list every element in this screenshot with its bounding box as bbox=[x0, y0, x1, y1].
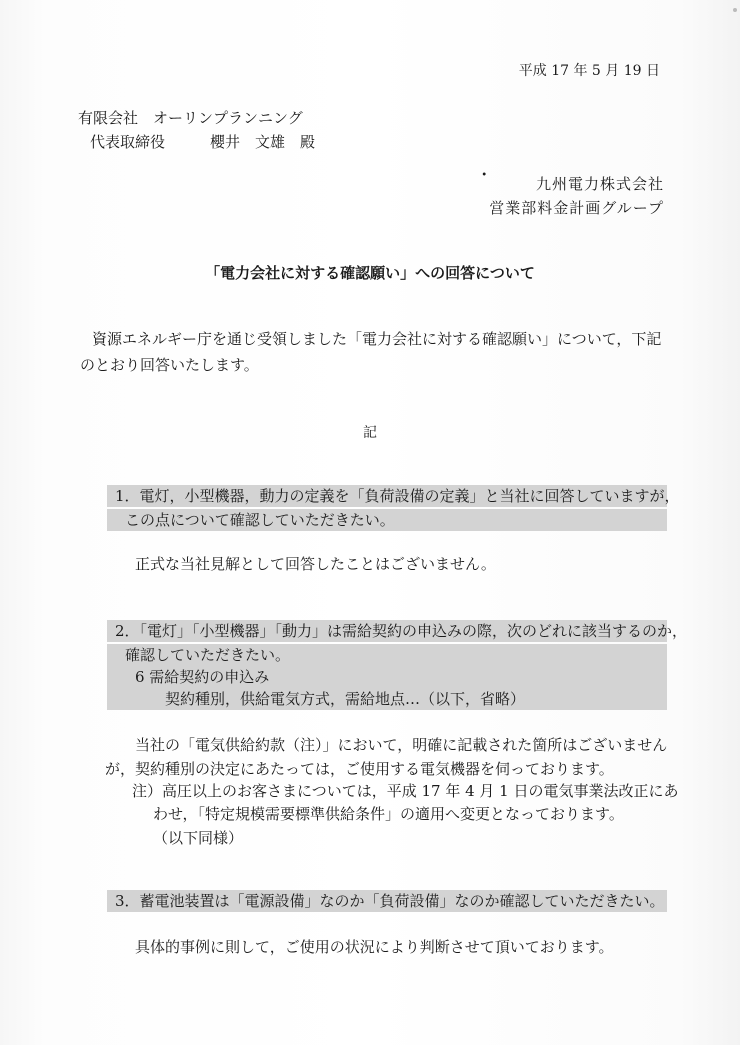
item2-note-line3: （以下同様） bbox=[153, 829, 244, 847]
item1-question-line2: この点について確認していただきたい。 bbox=[107, 509, 667, 531]
item2-note-line2: わせ，「特定規模需要標準供給条件」の適用へ変更となっております。 bbox=[153, 805, 624, 823]
addressee-representative: 代表取締役 櫻井 文雄 殿 bbox=[90, 133, 316, 151]
intro-paragraph: 資源エネルギー庁を通じ受領しました「電力会社に対する確認願い」について，下記のとおり回答いたします。 bbox=[80, 330, 662, 374]
document-date: 平成 17 年 5 月 19 日 bbox=[518, 63, 660, 79]
document-title: 「電力会社に対する確認願い」への回答について bbox=[205, 264, 535, 282]
item2-note-line1: 注）高圧以上のお客さまについては，平成 17 年 4 月 1 日の電気事業法改正にあ bbox=[132, 782, 679, 800]
item2-question-line4: 契約種別，供給電気方式，需給地点…（以下，省略） bbox=[107, 688, 667, 710]
item2-question-line1: 2．「電灯」「小型機器」「動力」は需給契約の申込みの際，次のどれに該当するのか， bbox=[107, 620, 667, 642]
item3-question: 3．蓄電池装置は「電源設備」なのか「負荷設備」なのか確認していただきたい。 bbox=[107, 890, 667, 912]
item2-answer-line1: 当社の「電気供給約款（注）」において，明確に記載された箇所はございません bbox=[135, 736, 668, 754]
item2-question-line2: 確認していただきたい。 bbox=[107, 644, 667, 666]
ki-heading: 記 bbox=[363, 425, 377, 441]
item2-answer-line2: が，契約種別の決定にあたっては，ご使用する電気機器を伺っております。 bbox=[105, 760, 614, 778]
addressee-block bbox=[78, 106, 315, 154]
item2-question-line3: 6 需給契約の申込み bbox=[107, 666, 667, 688]
sender-department: 営業部料金計画グループ bbox=[489, 199, 664, 217]
scan-speck bbox=[733, 8, 737, 12]
addressee-company: 有限会社 オーリンプランニング bbox=[78, 109, 303, 127]
sender-block bbox=[481, 170, 664, 220]
sender-mark: • bbox=[481, 170, 488, 181]
item1-answer: 正式な当社見解として回答したことはございません。 bbox=[135, 555, 496, 573]
item3-answer: 具体的事例に則して，ご使用の状況により判断させて頂いております。 bbox=[135, 938, 614, 956]
sender-company: 九州電力株式会社 bbox=[535, 175, 664, 193]
item1-question-line1: 1．電灯，小型機器，動力の定義を「負荷設備の定義」と当社に回答していますが， bbox=[107, 485, 667, 507]
